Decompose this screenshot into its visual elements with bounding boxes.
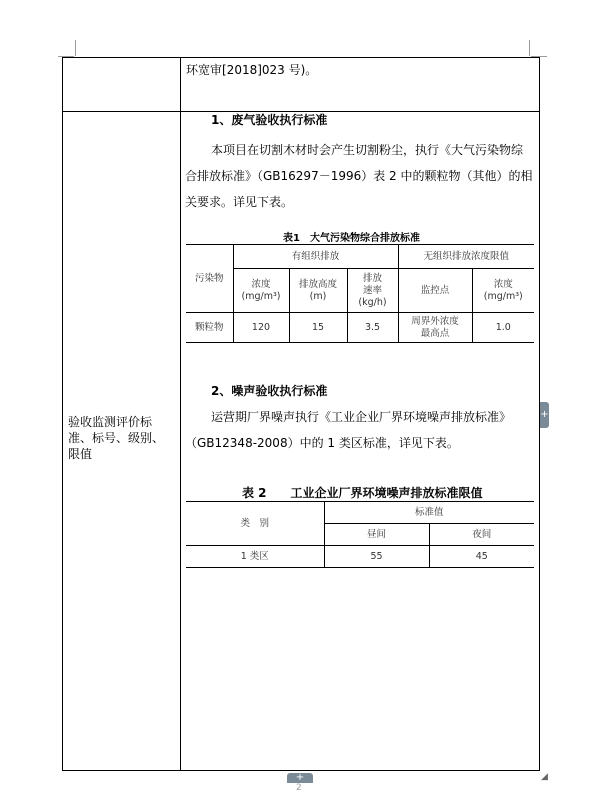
table2 xyxy=(186,501,534,568)
crop-mark xyxy=(75,40,76,56)
table1-cell-rate: 3.5 xyxy=(347,313,398,343)
table1-header-conc-unit: (mg/m³) xyxy=(241,290,281,302)
table1-cell-monitor-line: 周界外浓度 xyxy=(411,315,459,327)
page-number: 2 xyxy=(296,783,302,793)
table1-cell-height: 15 xyxy=(289,313,347,343)
table1-cell-conc: 120 xyxy=(233,313,289,343)
table1-header-rate-unit: (kg/h) xyxy=(358,296,387,308)
section2-heading: 2、噪声验收执行标准 xyxy=(211,384,328,398)
section1-heading: 1、废气验收执行标准 xyxy=(211,113,328,127)
table1-header-height-label: 排放高度 xyxy=(298,278,337,290)
table2-cell-category: 1 类区 xyxy=(186,546,324,568)
paragraph-line: （GB12348-2008）中的 1 类区标准，详见下表。 xyxy=(185,436,459,450)
resize-corner-icon[interactable]: ◢ xyxy=(541,772,548,782)
paragraph-line: 关要求。详见下表。 xyxy=(185,195,294,209)
table1-header-conc2 xyxy=(472,269,534,313)
table2-title: 表 2 工业企业厂界环境噪声排放标准限值 xyxy=(242,486,483,500)
paragraph-line: 运营期厂界噪声执行《工业企业厂界环境噪声排放标准》 xyxy=(211,410,512,424)
table2-header-category: 类 别 xyxy=(186,502,324,546)
table1-header-height xyxy=(289,269,347,313)
bottom-expand-button[interactable]: + xyxy=(287,773,313,783)
left-label xyxy=(68,414,178,462)
table1-header-organized: 有组织排放 xyxy=(233,245,398,269)
table1-header-conc2-unit: (mg/m³) xyxy=(483,290,523,302)
table1-header-conc2-label: 浓度 xyxy=(493,278,513,290)
side-expand-button[interactable]: + xyxy=(540,402,549,428)
table1-header-rate xyxy=(347,269,398,313)
paragraph-line: 本项目在切割木材时会产生切割粉尘，执行《大气污染物综 xyxy=(211,143,524,157)
table1-header-monitor: 监控点 xyxy=(398,269,472,313)
crop-mark xyxy=(529,40,530,56)
paragraph-line: 合排放标准》（GB16297－1996）表 2 中的颗粒物（其他）的相 xyxy=(185,169,533,183)
left-label-line: 准、标号、级别、 xyxy=(68,431,165,445)
section1-paragraph xyxy=(185,137,541,215)
table2-header-night: 夜间 xyxy=(429,524,534,546)
left-label-line: 验收监测评价标 xyxy=(68,415,153,429)
table2-header-day: 昼间 xyxy=(324,524,429,546)
table1-header-conc xyxy=(233,269,289,313)
table1-header-rate-label: 速率 xyxy=(362,284,382,296)
section2-paragraph xyxy=(185,404,541,456)
table1-header-unorganized: 无组织排放浓度限值 xyxy=(398,245,534,269)
table1-cell-monitor-line: 最高点 xyxy=(420,327,450,339)
table1-cell-pollutant: 颗粒物 xyxy=(186,313,233,343)
row-divider xyxy=(62,111,540,112)
table1-cell-monitor xyxy=(398,313,472,343)
table1-header-rate-label: 排放 xyxy=(362,272,382,284)
table2-cell-night: 45 xyxy=(429,546,534,568)
row1-text: 环宽审[2018]023 号)。 xyxy=(186,63,318,77)
table1-cell-conc2: 1.0 xyxy=(472,313,534,343)
column-divider xyxy=(180,57,181,771)
table1 xyxy=(186,244,534,343)
table1-header-height-unit: (m) xyxy=(309,290,327,302)
left-label-line: 限值 xyxy=(68,447,93,461)
table1-header-conc-label: 浓度 xyxy=(251,278,271,290)
table2-cell-day: 55 xyxy=(324,546,429,568)
table1-title: 表1 大气污染物综合排放标准 xyxy=(283,233,420,244)
table1-header-pollutant: 污染物 xyxy=(186,245,233,313)
table2-header-standard: 标准值 xyxy=(324,502,534,524)
